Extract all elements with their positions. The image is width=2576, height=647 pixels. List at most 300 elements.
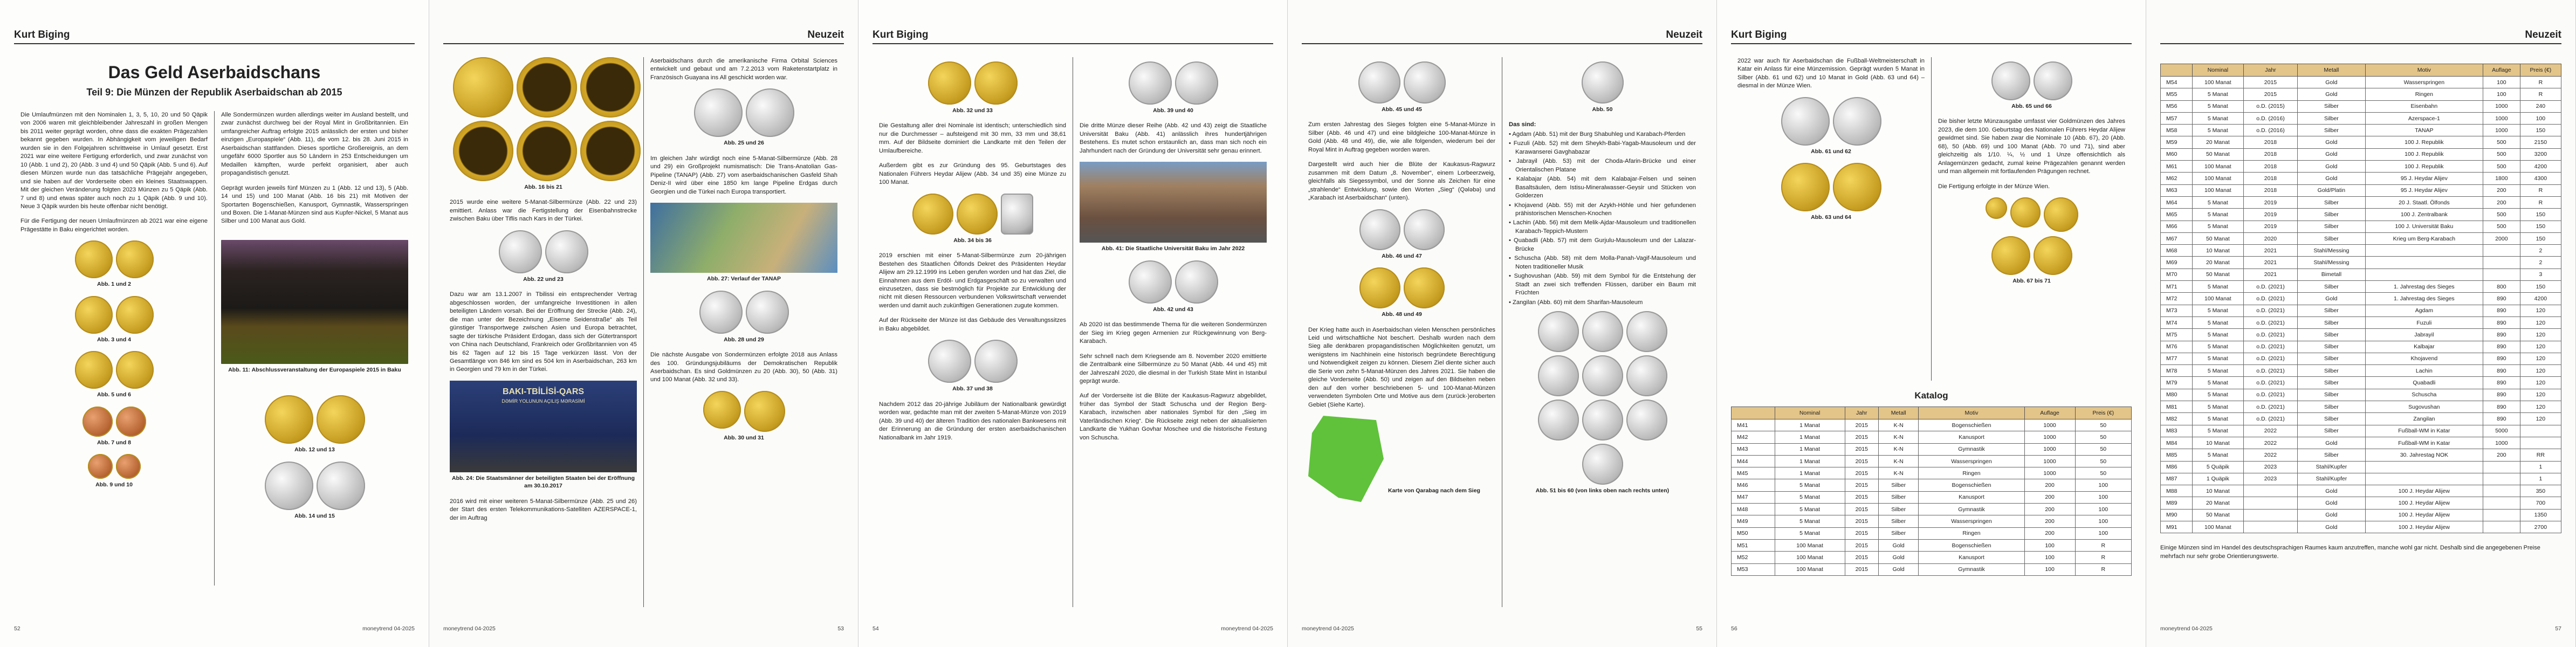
- coin-image: [221, 462, 408, 510]
- table-cell: 1 Manat: [1775, 467, 1845, 479]
- table-cell: 4300: [2520, 173, 2561, 184]
- table-row: [2161, 449, 2561, 461]
- table-row: [2161, 461, 2561, 473]
- table-cell: [2483, 509, 2520, 521]
- table-cell: Silber: [2298, 100, 2365, 112]
- table-row: [1732, 419, 2132, 431]
- paragraph: Die Gestaltung aller drei Nominale ist identisch; unterschiedlich sind nur die Durchmesser – aufsteigend mit 30 mm, 33 mm und 38,61 mm. Auf der Bildseite dominiert die Landkarte mit den Teilen der Umlaufbereiche.: [879, 122, 1066, 154]
- table-cell: M41: [1732, 419, 1775, 431]
- table-cell: [2243, 509, 2297, 521]
- column-header: [2161, 64, 2193, 77]
- table-cell: 100: [2075, 504, 2131, 515]
- table-cell: Silber: [1878, 504, 1918, 515]
- table-cell: 120: [2520, 341, 2561, 353]
- table-cell: M49: [1732, 515, 1775, 527]
- coin-image: [1509, 61, 1696, 104]
- table-cell: Silber: [1878, 479, 1918, 491]
- table-row: [2161, 245, 2561, 257]
- table-cell: Gold: [2298, 148, 2365, 160]
- table-cell: Silber: [2298, 316, 2365, 328]
- table-row: [1732, 431, 2132, 443]
- catalog-title: Katalog: [1914, 390, 1948, 401]
- table-cell: [2365, 257, 2483, 269]
- table-row: [2161, 77, 2561, 88]
- table-cell: Stahl/Messing: [2298, 257, 2365, 269]
- table-row: [2161, 257, 2561, 269]
- university-photo: [1080, 162, 1267, 243]
- figure-caption: Abb. 41: Die Staatliche Universität Baku im Jahr 2022: [1101, 245, 1245, 252]
- table-cell: o.D. (2016): [2243, 112, 2297, 124]
- column-header: Motiv: [2365, 64, 2483, 77]
- table-cell: 5 Manat: [2192, 221, 2243, 232]
- table-cell: Silber: [2298, 281, 2365, 293]
- table-row: [2161, 437, 2561, 449]
- table-cell: 20 Manat: [2192, 497, 2243, 509]
- table-cell: RR: [2520, 449, 2561, 461]
- table-cell: 2018: [2243, 184, 2297, 196]
- list-item: • Khojavend (Abb. 55) mit der Azykh-Höhle und hier gefundenen prähistorischen Menschen-Knochen: [1509, 202, 1696, 218]
- table-cell: o.D. (2021): [2243, 305, 2297, 316]
- column-header: Jahr: [1845, 407, 1878, 419]
- table-cell: 2019: [2243, 196, 2297, 208]
- table-cell: Silber: [2298, 329, 2365, 341]
- table-cell: 100: [2075, 527, 2131, 539]
- table-cell: Wasserspringen: [1919, 515, 2024, 527]
- table-cell: 5 Manat: [2192, 413, 2243, 425]
- table-cell: Gold: [2298, 497, 2365, 509]
- table-row: [2161, 377, 2561, 389]
- table-cell: R: [2520, 88, 2561, 100]
- catalog-table-2: [2160, 64, 2561, 533]
- table-cell: 100: [2075, 479, 2131, 491]
- coin-image: [650, 291, 837, 334]
- figure-caption: Abb. 1 und 2: [97, 281, 131, 288]
- table-cell: R: [2520, 184, 2561, 196]
- table-row: [2161, 485, 2561, 497]
- table-cell: 890: [2483, 293, 2520, 305]
- table-cell: 5 Manat: [2192, 100, 2243, 112]
- coin-image: [20, 351, 208, 389]
- table-cell: 100 Manat: [1775, 563, 1845, 575]
- table-cell: 500: [2483, 209, 2520, 221]
- table-cell: M44: [1732, 455, 1775, 467]
- table-cell: 1. Jahrestag des Sieges: [2365, 293, 2483, 305]
- table-cell: M89: [2161, 497, 2193, 509]
- column-header: Metall: [1878, 407, 1918, 419]
- table-cell: 2021: [2243, 245, 2297, 257]
- figure-caption: Abb. 22 und 23: [523, 276, 564, 283]
- page-footer: [1302, 625, 1702, 632]
- table-row: [2161, 316, 2561, 328]
- table-cell: M60: [2161, 148, 2193, 160]
- table-cell: 10 Manat: [2192, 437, 2243, 449]
- table-cell: [2365, 473, 2483, 485]
- table-cell: Gold: [2298, 161, 2365, 173]
- table-cell: 120: [2520, 316, 2561, 328]
- table-cell: 100 J. Heydar Alijew: [2365, 485, 2483, 497]
- table-row: [2161, 497, 2561, 509]
- column-right: [1502, 57, 1702, 607]
- page-footer: [2160, 625, 2561, 632]
- table-cell: [2483, 461, 2520, 473]
- figure-caption: Abb. 14 und 15: [294, 512, 335, 519]
- table-cell: 100 Manat: [2192, 293, 2243, 305]
- table-row: [1732, 467, 2132, 479]
- page-number: 52: [14, 625, 20, 632]
- table-cell: 200: [2024, 504, 2075, 515]
- table-cell: 100: [2024, 563, 2075, 575]
- table-row: [1732, 443, 2132, 455]
- figure-caption: Abb. 63 und 64: [1811, 214, 1851, 221]
- table-cell: M84: [2161, 437, 2193, 449]
- table-cell: Gold: [2298, 88, 2365, 100]
- table-cell: M47: [1732, 491, 1775, 503]
- table-cell: M70: [2161, 269, 2193, 280]
- table-cell: 2018: [2243, 161, 2297, 173]
- figure-caption: Abb. 37 und 38: [952, 386, 993, 393]
- table-cell: Gold: [2298, 173, 2365, 184]
- table-cell: 200: [2024, 527, 2075, 539]
- table-cell: M62: [2161, 173, 2193, 184]
- table-cell: 5 Manat: [1775, 491, 1845, 503]
- coin-image: [1737, 163, 1925, 211]
- table-cell: M45: [1732, 467, 1775, 479]
- table-cell: Bimetall: [2298, 269, 2365, 280]
- table-cell: 1000: [2024, 419, 2075, 431]
- table-cell: 2022: [2243, 425, 2297, 437]
- table-cell: 2019: [2243, 221, 2297, 232]
- list-item: • Agdam (Abb. 51) mit der Burg Shabuhleg und Karabach-Pferden: [1509, 130, 1696, 139]
- table-cell: 100 Manat: [2192, 173, 2243, 184]
- paragraph: Die Umlaufmünzen mit den Nominalen 1, 3, 5, 10, 20 und 50 Qäpik von 2006 waren mit gleichbleibender Jahreszahl in großen Mengen bis 2011 weiter geprägt worden, ohne dass die exakten Prägezahlen bekannt gegeben wurden. In Abhängigkeit vom jeweiligen Bedarf wurden sie in den Folgejahren schrittweise in Umlauf gesetzt. Erst 2021 war eine weitere Fertigung erforderlich, und zwar zunächst von 10 (Abb. 1 und 2), 20 (Abb. 3 und 4) und 50 Qäpik (Abb. 5 und 6). Auf diesen Münzen wurde nun das tatsächliche Prägejahr angegeben, und sie haben auf der Vorderseite oben ein kleines Staatswappen. Mit der gleichen Veränderung folgten 2023 Münzen zu 5 Qäpik (Abb. 7 und 8) und etwas später auch noch zu 1 Qäpik (Abb. 9 und 10). Neue 3 Qäpik wurden bis heute offenbar nicht benötigt.: [20, 112, 208, 210]
- paragraph: Sehr schnell nach dem Kriegsende am 8. November 2020 emittierte die Zentralbank eine Silbermünze zu 50 Manat (Abb. 44 und 45) mit der Jahreszahl 2020, die diesmal in der Turkish State Mint in Istanbul geprägt wurde.: [1080, 353, 1267, 384]
- table-cell: o.D. (2021): [2243, 329, 2297, 341]
- table-cell: M72: [2161, 293, 2193, 305]
- figure-caption: Abb. 12 und 13: [294, 446, 335, 453]
- table-cell: Kanusport: [1919, 491, 2024, 503]
- article-subtitle: Teil 9: Die Münzen der Republik Aserbaidschan ab 2015: [86, 87, 342, 98]
- table-cell: 1 Quäpik: [2192, 473, 2243, 485]
- table-cell: 5 Manat: [1775, 527, 1845, 539]
- list-item: • Sughovushan (Abb. 59) mit dem Symbol für die Entstehung der Stadt an zwei sich treffenden Flüssen, darüber ein Baum mit Früchten: [1509, 272, 1696, 297]
- table-row: [2161, 125, 2561, 136]
- table-cell: 100 Manat: [2192, 184, 2243, 196]
- running-header-author: Kurt Biging: [14, 8, 415, 44]
- table-cell: TANAP: [2365, 125, 2483, 136]
- table-cell: K-N: [1878, 431, 1918, 443]
- table-cell: [2365, 461, 2483, 473]
- figure-caption: Abb. 65 und 66: [2011, 103, 2052, 109]
- figure-caption: Abb. 25 und 26: [724, 140, 764, 147]
- coin-image: [1737, 97, 1925, 146]
- table-cell: 100: [2024, 552, 2075, 563]
- table-cell: Kalbajar: [2365, 341, 2483, 353]
- list-item: • Lachin (Abb. 56) mit dem Melik-Ajdar-Mausoleum und traditionellen Karabach-Teppich-Mustern: [1509, 219, 1696, 236]
- table-cell: Silber: [2298, 353, 2365, 364]
- table-cell: 50: [2075, 431, 2131, 443]
- table-cell: M68: [2161, 245, 2193, 257]
- table-cell: 500: [2483, 136, 2520, 148]
- paragraph: Alle Sondermünzen wurden allerdings weiter im Ausland bestellt, und zwar zunächst durchweg bei der Royal Mint in Großbritannien. Ein umfangreicher Auftrag erfolgte 2015 anlässlich der ersten und bisher einzigen „Europaspiele“ (Abb. 11), die vom 12. bis 28. Juni 2015 in Aserbaidschan stattfanden. Dieses sportliche Großereignis, an dem ungefähr 6000 Sportler aus 50 Ländern in 253 Entscheidungen um Medaillen kämpften, wurde perfekt organisiert, aber auch propagandistisch genutzt.: [221, 112, 408, 177]
- table-cell: 150: [2520, 221, 2561, 232]
- table-cell: Bogenschießen: [1919, 479, 2024, 491]
- table-cell: 100 J. Heydar Alijew: [2365, 521, 2483, 533]
- coin-image: [1938, 61, 2125, 100]
- table-cell: [2243, 521, 2297, 533]
- table-row: [2161, 173, 2561, 184]
- table-cell: 95 J. Heydar Alijev: [2365, 184, 2483, 196]
- table-cell: Kanusport: [1919, 552, 2024, 563]
- table-cell: M77: [2161, 353, 2193, 364]
- figure-caption: Abb. 42 und 43: [1153, 306, 1193, 313]
- table-cell: 890: [2483, 389, 2520, 401]
- table-row: [2161, 100, 2561, 112]
- banner-title: BAKI-TBİLİSİ-QARS: [502, 387, 585, 396]
- list-item: • Jabrayil (Abb. 53) mit der Choda-Afarin-Brücke und einer Orientalischen Platane: [1509, 157, 1696, 174]
- table-cell: 350: [2520, 485, 2561, 497]
- table-cell: R: [2075, 552, 2131, 563]
- table-cell: 3: [2520, 269, 2561, 280]
- table-cell: 2015: [2243, 88, 2297, 100]
- table-cell: 3200: [2520, 148, 2561, 160]
- table-cell: o.D. (2021): [2243, 341, 2297, 353]
- column-left: [1731, 57, 1931, 381]
- paragraph: Im gleichen Jahr würdigt noch eine 5-Manat-Silbermünze (Abb. 28 und 29) ein Großprojekt numismatisch: Die Trans-Anatolian Gas-Pipeline (TANAP) (Abb. 27) vom aserbaidschanischen Gasfeld Shah Deniz-II wird über eine 1850 km lange Pipeline Erdgas durch Georgien und die Türkei nach Europa transportiert.: [650, 155, 837, 195]
- table-cell: Fußball-WM in Katar: [2365, 425, 2483, 437]
- table-cell: 5 Manat: [1775, 479, 1845, 491]
- table-row: [1732, 539, 2132, 551]
- table-cell: 890: [2483, 329, 2520, 341]
- table-cell: 2015: [1845, 467, 1878, 479]
- table-cell: 20 Manat: [2192, 136, 2243, 148]
- table-cell: [2483, 497, 2520, 509]
- table-cell: R: [2075, 539, 2131, 551]
- figure-caption: Abb. 27: Verlauf der TANAP: [707, 276, 781, 283]
- publication-name: moneytrend 04-2025: [2160, 625, 2213, 632]
- table-cell: Silber: [2298, 209, 2365, 221]
- table-cell: 2015: [1845, 491, 1878, 503]
- table-row: [2161, 353, 2561, 364]
- table-cell: Ringen: [1919, 527, 2024, 539]
- table-cell: Gold: [2298, 521, 2365, 533]
- table-cell: 5 Manat: [2192, 401, 2243, 413]
- coin-image: [1938, 197, 2125, 232]
- table-row: [2161, 305, 2561, 316]
- table-cell: M73: [2161, 305, 2193, 316]
- column-header: Motiv: [1919, 407, 2024, 419]
- page-56: [1717, 0, 2146, 647]
- figure-caption: Abb. 34 bis 36: [953, 237, 992, 244]
- table-cell: [2243, 485, 2297, 497]
- table-cell: R: [2075, 563, 2131, 575]
- table-cell: M48: [1732, 504, 1775, 515]
- table-cell: Silber: [2298, 365, 2365, 377]
- table-cell: 1. Jahrestag des Sieges: [2365, 281, 2483, 293]
- table-cell: 50: [2075, 455, 2131, 467]
- table-cell: Gymnastik: [1919, 443, 2024, 455]
- table-row: [2161, 293, 2561, 305]
- table-cell: 500: [2483, 221, 2520, 232]
- coin-image: [1308, 209, 1495, 250]
- table-cell: 5 Manat: [2192, 209, 2243, 221]
- table-cell: M90: [2161, 509, 2193, 521]
- table-cell: Silber: [2298, 232, 2365, 244]
- table-cell: M66: [2161, 221, 2193, 232]
- table-row: [2161, 209, 2561, 221]
- table-cell: 2023: [2243, 473, 2297, 485]
- table-row: [2161, 112, 2561, 124]
- table-cell: 1000: [2483, 125, 2520, 136]
- coin-image: [879, 340, 1066, 383]
- table-cell: Schuscha: [2365, 389, 2483, 401]
- table-cell: 30. Jahrestag NOK: [2365, 449, 2483, 461]
- banner-subtitle: DƏMİR YOLUNUN AÇILIŞ MƏRASİMİ: [502, 398, 585, 404]
- table-cell: M81: [2161, 401, 2193, 413]
- table-cell: o.D. (2021): [2243, 365, 2297, 377]
- table-cell: 1 Manat: [1775, 455, 1845, 467]
- table-cell: 2018: [2243, 173, 2297, 184]
- table-cell: 1000: [2024, 455, 2075, 467]
- figure-caption: Abb. 30 und 31: [724, 434, 764, 441]
- column-left: [1302, 57, 1502, 607]
- paragraph: Aserbaidschans durch die amerikanische Firma Orbital Sciences entwickelt und gebaut und am 7.2.2013 vom Raketenstartplatz in Französisch Guayana ins All geschickt worden war.: [650, 58, 837, 81]
- table-cell: 5 Manat: [2192, 196, 2243, 208]
- paragraph: 2015 wurde eine weitere 5-Manat-Silbermünze (Abb. 22 und 23) emittiert. Anlass war die Fertigstellung der Eisenbahnstrecke zwischen Baku über Tiflis nach Kars in der Türkei.: [450, 199, 637, 223]
- table-row: [2161, 329, 2561, 341]
- table-cell: Agdam: [2365, 305, 2483, 316]
- table-cell: 5 Manat: [2192, 125, 2243, 136]
- paragraph: Außerdem gibt es zur Gründung des 95. Geburtstages des Nationalen Führers Heydar Alijew (Abb. 34 und 35) eine Münze zu 100 Manat.: [879, 162, 1066, 186]
- table-cell: 240: [2520, 100, 2561, 112]
- paragraph: Die nächste Ausgabe von Sondermünzen erfolgte 2018 aus Anlass des 100. Gründungsjubiläums der Demokratischen Republik Aserbaidschan. Es sind Goldmünzen zu 20 (Abb. 30), 50 (Abb. 31) und 100 Manat (Abb. 32 und 33).: [650, 352, 837, 383]
- table-row: [2161, 221, 2561, 232]
- table-cell: 2018: [2243, 148, 2297, 160]
- table-cell: M82: [2161, 413, 2193, 425]
- table-cell: 5 Manat: [1775, 504, 1845, 515]
- table-cell: M71: [2161, 281, 2193, 293]
- table-cell: 200: [2483, 184, 2520, 196]
- paragraph: Dargestellt wird auch hier die Blüte der Kaukasus-Ragwurz zusammen mit dem Datum „8. November“, einem Lorbeerzweig, gleichfalls als Siegessymbol, und der Sonne als Zeichen für eine „strahlende“ Entwicklung, sowie den Worten „Sieg“ (Qələbə) und „Karabach ist Aserbaidschan“ (unten).: [1308, 161, 1495, 202]
- paragraph: Auf der Rückseite der Münze ist das Gebäude des Verwaltungssitzes in Baku abgebildet.: [879, 317, 1066, 332]
- page-52: [0, 0, 429, 647]
- table-cell: 200: [2024, 491, 2075, 503]
- table-cell: 1000: [2024, 443, 2075, 455]
- table-cell: 5 Manat: [2192, 377, 2243, 389]
- table-cell: o.D. (2021): [2243, 401, 2297, 413]
- table-cell: 2015: [1845, 419, 1878, 431]
- table-cell: 1000: [2483, 100, 2520, 112]
- column-left: [873, 57, 1073, 607]
- table-cell: 120: [2520, 389, 2561, 401]
- table-cell: 1000: [2024, 431, 2075, 443]
- table-cell: 5 Quäpik: [2192, 461, 2243, 473]
- table-cell: 2015: [1845, 479, 1878, 491]
- table-row: [2161, 196, 2561, 208]
- table-cell: M56: [2161, 100, 2193, 112]
- table-cell: 2015: [2243, 77, 2297, 88]
- table-cell: [2520, 425, 2561, 437]
- figure-caption: Abb. 61 und 62: [1811, 148, 1851, 155]
- table-cell: M69: [2161, 257, 2193, 269]
- column-right: [643, 57, 844, 607]
- table-cell: 1 Manat: [1775, 443, 1845, 455]
- figure-caption: Abb. 11: Abschlussveranstaltung der Europaspiele 2015 in Baku: [228, 366, 401, 373]
- table-row: [2161, 184, 2561, 196]
- table-cell: 50 Manat: [2192, 232, 2243, 244]
- figure-caption: Abb. 32 und 33: [952, 107, 993, 114]
- table-cell: 2: [2520, 257, 2561, 269]
- table-cell: [2483, 245, 2520, 257]
- page-53: [429, 0, 858, 647]
- table-cell: 890: [2483, 401, 2520, 413]
- table-cell: 890: [2483, 353, 2520, 364]
- table-cell: Silber: [2298, 305, 2365, 316]
- table-cell: Stahl/Kupfer: [2298, 473, 2365, 485]
- table-cell: Ringen: [2365, 88, 2483, 100]
- table-cell: 100 J. Heydar Alijew: [2365, 509, 2483, 521]
- table-cell: Gold: [1878, 552, 1918, 563]
- table-cell: [2483, 269, 2520, 280]
- table-cell: Gold: [2298, 293, 2365, 305]
- table-cell: 500: [2483, 161, 2520, 173]
- table-cell: Gold: [2298, 485, 2365, 497]
- table-cell: 120: [2520, 401, 2561, 413]
- paragraph: Die Fertigung erfolgte in der Münze Wien.: [1938, 183, 2050, 190]
- table-cell: 700: [2520, 497, 2561, 509]
- paragraph: 2022 war auch für Aserbaidschan die Fußball-Weltmeisterschaft in Katar ein Anlass für eine Münzemission. Geprägt wurden 5 Manat in Silber (Abb. 61 und 62) und 10 Manat in Gold (Abb. 63 und 64) – diesmal in der Münze Wien.: [1737, 58, 1925, 90]
- table-cell: 4200: [2520, 161, 2561, 173]
- table-cell: 50 Manat: [2192, 509, 2243, 521]
- table-cell: M50: [1732, 527, 1775, 539]
- table-cell: 100 Manat: [1775, 552, 1845, 563]
- paragraph: Für die Fertigung der neuen Umlaufmünzen ab 2021 war eine eigene Prägestätte in Baku eingerichtet worden.: [20, 218, 208, 233]
- figure-caption: Abb. 48 und 49: [1382, 311, 1422, 318]
- table-cell: 120: [2520, 305, 2561, 316]
- paragraph: Nachdem 2012 das 20-jährige Jubiläum der Nationalbank gewürdigt worden war, gedachte man mit der zweiten 5-Manat-Münze von 2019 (Abb. 39 und 40) der älteren Tradition des nationalen Bankwesens mit der Erinnerung an die Gründung der ersten aserbaidschanischen Nationalbank im Jahr 1919.: [879, 401, 1066, 441]
- coin-grid-silver: [1533, 311, 1673, 485]
- table-cell: 2022: [2243, 449, 2297, 461]
- table-cell: 1000: [2483, 437, 2520, 449]
- table-row: [2161, 473, 2561, 485]
- page-number: 53: [837, 625, 844, 632]
- table-cell: M80: [2161, 389, 2193, 401]
- table-cell: 10 Manat: [2192, 245, 2243, 257]
- table-row: [2161, 521, 2561, 533]
- coin-image: [20, 240, 208, 278]
- table-cell: o.D. (2021): [2243, 293, 2297, 305]
- table-cell: 120: [2520, 329, 2561, 341]
- table-cell: 5 Manat: [2192, 365, 2243, 377]
- page-footer: [14, 625, 415, 632]
- column-right: [1931, 57, 2132, 381]
- column-header: Preis (€): [2075, 407, 2131, 419]
- running-header-section: Neuzeit: [2160, 8, 2561, 44]
- figure-caption: Abb. 9 und 10: [95, 481, 133, 488]
- table-cell: 2015: [1845, 504, 1878, 515]
- table-cell: 2015: [1845, 431, 1878, 443]
- table-cell: 100: [2520, 112, 2561, 124]
- table-cell: Stahl/Kupfer: [2298, 461, 2365, 473]
- table-cell: M53: [1732, 563, 1775, 575]
- column-right: [214, 111, 415, 586]
- table-cell: 2000: [2483, 232, 2520, 244]
- running-header-section: Neuzeit: [1302, 8, 1702, 44]
- publication-name: moneytrend 04-2025: [1302, 625, 1354, 632]
- table-cell: Jabrayil: [2365, 329, 2483, 341]
- table-cell: M76: [2161, 341, 2193, 353]
- coin-image: [650, 88, 837, 137]
- list-item: • Kalabajar (Abb. 54) mit dem Kalabajar-Felsen und seinen Basaltsäulen, dem Istisu-Mineralwasser-Geysir und Stücken von Golderzen: [1509, 175, 1696, 200]
